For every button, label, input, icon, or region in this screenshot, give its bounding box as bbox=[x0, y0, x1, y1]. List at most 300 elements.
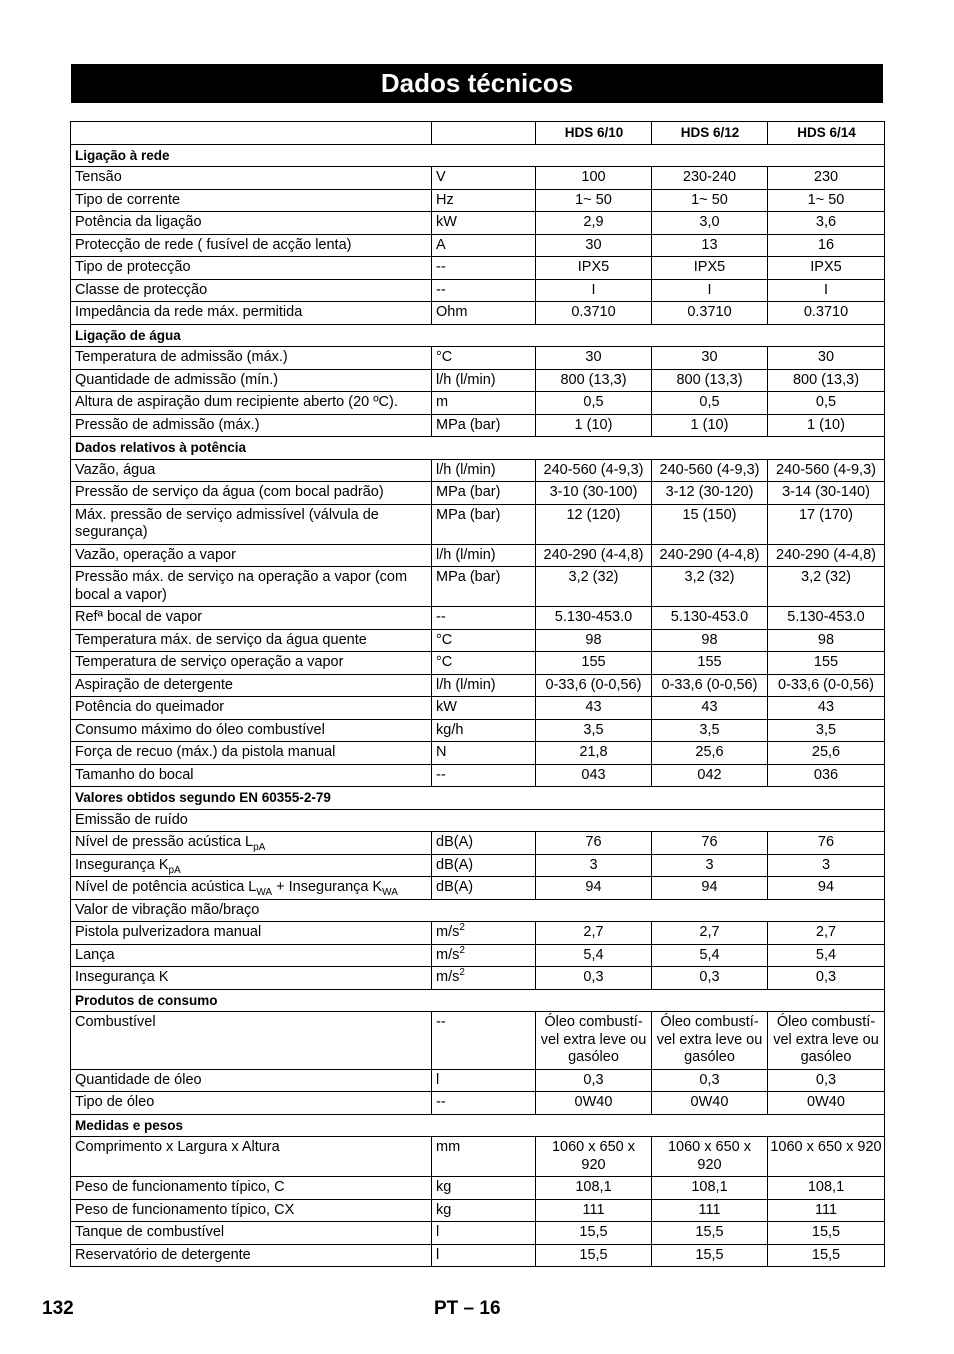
row-value-3: 3 bbox=[768, 854, 885, 877]
row-label: Peso de funcionamento típico, CX bbox=[75, 1201, 295, 1218]
header-unit-cell bbox=[432, 122, 536, 145]
row-label: Pressão máx. de serviço na operação a vapor (com bocal a vapor) bbox=[75, 569, 408, 603]
row-label-cell bbox=[71, 719, 432, 742]
row-label: Refª bocal de vapor bbox=[75, 609, 203, 625]
row-value-1: 0,3 bbox=[536, 967, 652, 990]
row-label: Vazão, água bbox=[75, 461, 156, 478]
row-label: Potência da ligação bbox=[75, 214, 202, 230]
row-label: Consumo máximo do óleo combustível bbox=[75, 721, 325, 738]
row-value-3: Óleo combustí-vel extra leve ou gasóleo bbox=[768, 1012, 885, 1070]
row-value-3: 800 (13,3) bbox=[768, 369, 885, 392]
row-label-cell bbox=[71, 832, 432, 855]
row-unit: m/s bbox=[436, 969, 460, 985]
row-unit: MPa (bar) bbox=[436, 569, 501, 585]
row-unit-cell bbox=[432, 967, 536, 990]
row-unit-cell bbox=[432, 674, 536, 697]
section-label: Ligação de água bbox=[71, 324, 885, 347]
row-label: Altura de aspiração dum recipiente aberto (20 ºC). bbox=[75, 394, 398, 410]
row-value-1: IPX5 bbox=[536, 257, 652, 280]
row-value-1: 3-10 (30-100) bbox=[536, 482, 652, 505]
table-row bbox=[71, 967, 885, 990]
row-label-cell bbox=[71, 697, 432, 720]
table-row bbox=[71, 414, 885, 437]
row-value-1: 0-33,6 (0-0,56) bbox=[536, 674, 652, 697]
row-value-1: 2,7 bbox=[536, 922, 652, 945]
table-row bbox=[71, 189, 885, 212]
row-label-cell bbox=[71, 1092, 432, 1115]
row-unit-cell bbox=[432, 719, 536, 742]
row-value-1: 043 bbox=[536, 764, 652, 787]
row-value-3: 17 (170) bbox=[768, 504, 885, 544]
row-unit: kW bbox=[436, 214, 457, 230]
table-row bbox=[71, 1222, 885, 1245]
subheading-label: Emissão de ruído bbox=[71, 809, 885, 832]
row-value-2: 3,2 (32) bbox=[652, 567, 768, 607]
row-value-2: 3-12 (30-120) bbox=[652, 482, 768, 505]
row-label-cell bbox=[71, 764, 432, 787]
row-unit-cell bbox=[432, 922, 536, 945]
table-row bbox=[71, 234, 885, 257]
row-label: Insegurança K bbox=[75, 969, 169, 985]
row-value-3: 0,5 bbox=[768, 392, 885, 415]
section-label: Dados relativos à potência bbox=[71, 437, 885, 460]
table-row bbox=[71, 877, 885, 900]
row-value-1: 800 (13,3) bbox=[536, 369, 652, 392]
row-label: Pressão de admissão (máx.) bbox=[75, 416, 260, 433]
row-unit-cell bbox=[432, 544, 536, 567]
row-value-1: 108,1 bbox=[536, 1177, 652, 1200]
row-unit-cell bbox=[432, 414, 536, 437]
row-value-3: I bbox=[768, 279, 885, 302]
row-value-3: 98 bbox=[768, 629, 885, 652]
row-label-cell bbox=[71, 567, 432, 607]
row-label: Quantidade de óleo bbox=[75, 1071, 202, 1088]
row-label-cell bbox=[71, 742, 432, 765]
table-row bbox=[71, 279, 885, 302]
row-value-3: 0,3 bbox=[768, 1069, 885, 1092]
row-unit-cell bbox=[432, 764, 536, 787]
row-label-cell bbox=[71, 504, 432, 544]
row-label-cell bbox=[71, 482, 432, 505]
row-unit-cell bbox=[432, 392, 536, 415]
row-value-1: 0,5 bbox=[536, 392, 652, 415]
row-value-1: 240-560 (4-9,3) bbox=[536, 459, 652, 482]
row-value-2: 108,1 bbox=[652, 1177, 768, 1200]
row-value-1: 5.130-453.0 bbox=[536, 607, 652, 630]
row-value-2: 0,5 bbox=[652, 392, 768, 415]
row-unit-cell bbox=[432, 234, 536, 257]
row-label-cell bbox=[71, 1069, 432, 1092]
row-unit-superscript: 2 bbox=[459, 922, 465, 934]
row-unit: l/h (l/min) bbox=[436, 461, 496, 478]
row-value-1: 1 (10) bbox=[536, 414, 652, 437]
row-label-cell bbox=[71, 674, 432, 697]
row-value-2: 13 bbox=[652, 234, 768, 257]
row-value-1: 1~ 50 bbox=[536, 189, 652, 212]
row-value-3: 30 bbox=[768, 347, 885, 370]
row-unit-cell bbox=[432, 742, 536, 765]
row-label-cell bbox=[71, 459, 432, 482]
row-value-2: Óleo combustí-vel extra leve ou gasóleo bbox=[652, 1012, 768, 1070]
row-unit: l bbox=[436, 1224, 440, 1240]
row-value-2: 800 (13,3) bbox=[652, 369, 768, 392]
section-row bbox=[71, 437, 885, 460]
row-unit-cell bbox=[432, 482, 536, 505]
table-row bbox=[71, 1069, 885, 1092]
subheading-row bbox=[71, 809, 885, 832]
row-label-subscript: WA bbox=[256, 886, 273, 898]
row-unit-cell bbox=[432, 854, 536, 877]
table-row bbox=[71, 459, 885, 482]
row-unit: dB(A) bbox=[436, 834, 474, 850]
row-label-subscript: pA bbox=[168, 864, 181, 876]
row-value-3: 5,4 bbox=[768, 944, 885, 967]
row-value-3: 25,6 bbox=[768, 742, 885, 765]
row-unit-cell bbox=[432, 607, 536, 630]
row-unit-cell bbox=[432, 347, 536, 370]
row-label-cell bbox=[71, 212, 432, 235]
row-label: Tipo de óleo bbox=[75, 1094, 155, 1110]
row-label: Nível de pressão acústica L bbox=[75, 834, 254, 850]
row-unit: kg/h bbox=[436, 721, 464, 738]
row-label-cell bbox=[71, 1137, 432, 1177]
table-row bbox=[71, 1244, 885, 1267]
row-value-3: 0-33,6 (0-0,56) bbox=[768, 674, 885, 697]
row-unit-cell bbox=[432, 459, 536, 482]
row-label: Tipo de protecção bbox=[75, 259, 191, 275]
row-value-2: 43 bbox=[652, 697, 768, 720]
footer-section-label: PT – 16 bbox=[434, 1298, 501, 1319]
row-label-cell bbox=[71, 189, 432, 212]
row-value-2: 1060 x 650 x 920 bbox=[652, 1137, 768, 1177]
table-row bbox=[71, 1137, 885, 1177]
row-value-3: 240-560 (4-9,3) bbox=[768, 459, 885, 482]
row-unit-cell bbox=[432, 1012, 536, 1070]
row-value-2: 15 (150) bbox=[652, 504, 768, 544]
row-value-1: 111 bbox=[536, 1199, 652, 1222]
row-value-2: 2,7 bbox=[652, 922, 768, 945]
row-label-cell bbox=[71, 234, 432, 257]
row-value-3: 0.3710 bbox=[768, 302, 885, 325]
row-value-3: 3,2 (32) bbox=[768, 567, 885, 607]
table-row bbox=[71, 719, 885, 742]
row-value-2: 98 bbox=[652, 629, 768, 652]
row-value-3: 036 bbox=[768, 764, 885, 787]
row-value-2: 15,5 bbox=[652, 1222, 768, 1245]
row-unit: -- bbox=[436, 281, 446, 298]
row-unit: -- bbox=[436, 766, 446, 783]
row-value-1: 3 bbox=[536, 854, 652, 877]
row-unit: °C bbox=[436, 631, 453, 648]
table-row bbox=[71, 629, 885, 652]
row-label: Máx. pressão de serviço admissível (válvula de segurança) bbox=[75, 506, 379, 540]
row-value-3: 240-290 (4-4,8) bbox=[768, 544, 885, 567]
row-unit: -- bbox=[436, 1094, 446, 1110]
row-value-3: IPX5 bbox=[768, 257, 885, 280]
row-label: Temperatura de serviço operação a vapor bbox=[75, 654, 344, 670]
table-row bbox=[71, 652, 885, 675]
row-label: Tensão bbox=[75, 169, 122, 185]
row-value-1: 98 bbox=[536, 629, 652, 652]
row-label-cell bbox=[71, 1199, 432, 1222]
row-label: Lança bbox=[75, 946, 115, 963]
row-label-cell bbox=[71, 1012, 432, 1070]
row-label-cell bbox=[71, 544, 432, 567]
row-label-cell bbox=[71, 652, 432, 675]
row-unit-cell bbox=[432, 1069, 536, 1092]
row-value-2: 155 bbox=[652, 652, 768, 675]
section-row bbox=[71, 144, 885, 167]
row-unit: m/s bbox=[436, 946, 460, 963]
table-row bbox=[71, 544, 885, 567]
row-label-cell bbox=[71, 392, 432, 415]
table-row bbox=[71, 1012, 885, 1070]
row-value-1: 76 bbox=[536, 832, 652, 855]
row-unit-cell bbox=[432, 1222, 536, 1245]
row-value-1: 0,3 bbox=[536, 1069, 652, 1092]
row-value-2: 5,4 bbox=[652, 944, 768, 967]
row-label: Aspiração de detergente bbox=[75, 676, 233, 693]
row-value-1: 30 bbox=[536, 347, 652, 370]
row-value-1: 240-290 (4-4,8) bbox=[536, 544, 652, 567]
row-value-3: 155 bbox=[768, 652, 885, 675]
row-value-1: 12 (120) bbox=[536, 504, 652, 544]
row-label: Pistola pulverizadora manual bbox=[75, 924, 262, 940]
row-value-1: 2,9 bbox=[536, 212, 652, 235]
row-label-cell bbox=[71, 347, 432, 370]
row-value-3: 0,3 bbox=[768, 967, 885, 990]
row-value-1: 3,5 bbox=[536, 719, 652, 742]
row-label: Força de recuo (máx.) da pistola manual bbox=[75, 744, 336, 760]
row-value-2: 1 (10) bbox=[652, 414, 768, 437]
technical-data-table bbox=[70, 121, 885, 1267]
table-row bbox=[71, 607, 885, 630]
row-value-2: 15,5 bbox=[652, 1244, 768, 1267]
row-label: Peso de funcionamento típico, C bbox=[75, 1179, 285, 1195]
row-unit: l bbox=[436, 1071, 440, 1088]
subheading-label: Valor de vibração mão/braço bbox=[71, 899, 885, 922]
section-row bbox=[71, 324, 885, 347]
row-value-2: 30 bbox=[652, 347, 768, 370]
row-unit-cell bbox=[432, 504, 536, 544]
row-value-3: 76 bbox=[768, 832, 885, 855]
row-value-2: 3,0 bbox=[652, 212, 768, 235]
page-title-text: Dados técnicos bbox=[380, 68, 574, 98]
row-unit: Ohm bbox=[436, 304, 468, 320]
table-header-row bbox=[71, 122, 885, 145]
row-label: Tamanho do bocal bbox=[75, 766, 194, 783]
section-row bbox=[71, 1114, 885, 1137]
row-label-cell bbox=[71, 944, 432, 967]
section-label: Produtos de consumo bbox=[71, 989, 885, 1012]
row-label: Potência do queimador bbox=[75, 699, 225, 715]
row-value-1: 15,5 bbox=[536, 1222, 652, 1245]
row-unit: kW bbox=[436, 699, 457, 715]
row-value-1: 94 bbox=[536, 877, 652, 900]
section-label: Medidas e pesos bbox=[71, 1114, 885, 1137]
row-label-cell bbox=[71, 279, 432, 302]
row-unit: kg bbox=[436, 1201, 452, 1218]
row-unit: MPa (bar) bbox=[436, 416, 501, 433]
row-value-3: 94 bbox=[768, 877, 885, 900]
row-value-2: 0.3710 bbox=[652, 302, 768, 325]
row-label: Pressão de serviço da água (com bocal padrão) bbox=[75, 484, 384, 500]
page-title bbox=[71, 64, 883, 103]
row-unit: kg bbox=[436, 1179, 452, 1195]
row-value-3: 16 bbox=[768, 234, 885, 257]
table-row bbox=[71, 302, 885, 325]
row-value-2: 3 bbox=[652, 854, 768, 877]
table-row bbox=[71, 257, 885, 280]
row-label: Tipo de corrente bbox=[75, 191, 181, 208]
row-label-cell bbox=[71, 1244, 432, 1267]
row-value-3: 43 bbox=[768, 697, 885, 720]
table-row bbox=[71, 369, 885, 392]
row-unit: l/h (l/min) bbox=[436, 371, 496, 388]
row-label-subscript: pA bbox=[253, 841, 266, 853]
table-row bbox=[71, 1092, 885, 1115]
row-value-1: 0W40 bbox=[536, 1092, 652, 1115]
row-label-subscript: WA bbox=[382, 886, 398, 898]
row-value-3: 1~ 50 bbox=[768, 189, 885, 212]
row-unit: °C bbox=[436, 349, 453, 365]
table-row bbox=[71, 697, 885, 720]
row-label-cell bbox=[71, 854, 432, 877]
row-value-3: 111 bbox=[768, 1199, 885, 1222]
row-value-1: 100 bbox=[536, 167, 652, 190]
section-label: Valores obtidos segundo EN 60355-2-79 bbox=[71, 787, 885, 810]
row-value-3: 15,5 bbox=[768, 1222, 885, 1245]
row-label-cell bbox=[71, 607, 432, 630]
row-value-2: 240-290 (4-4,8) bbox=[652, 544, 768, 567]
table-row bbox=[71, 944, 885, 967]
row-value-2: 5.130-453.0 bbox=[652, 607, 768, 630]
row-unit-cell bbox=[432, 189, 536, 212]
row-unit: V bbox=[436, 169, 446, 185]
table-row bbox=[71, 922, 885, 945]
section-label: Ligação à rede bbox=[71, 144, 885, 167]
row-label-cell bbox=[71, 167, 432, 190]
row-unit: Hz bbox=[436, 191, 454, 208]
row-value-1: 43 bbox=[536, 697, 652, 720]
footer-page-number: 132 bbox=[42, 1298, 74, 1319]
row-label: Quantidade de admissão (mín.) bbox=[75, 371, 279, 388]
row-unit: MPa (bar) bbox=[436, 484, 501, 500]
row-unit-cell bbox=[432, 257, 536, 280]
row-value-2: 94 bbox=[652, 877, 768, 900]
subheading-row bbox=[71, 899, 885, 922]
table-row bbox=[71, 504, 885, 544]
row-value-1: 5,4 bbox=[536, 944, 652, 967]
row-unit: A bbox=[436, 236, 446, 253]
row-value-3: 0W40 bbox=[768, 1092, 885, 1115]
row-unit-cell bbox=[432, 1199, 536, 1222]
row-unit: l/h (l/min) bbox=[436, 676, 496, 693]
row-value-2: 1~ 50 bbox=[652, 189, 768, 212]
row-unit-cell bbox=[432, 212, 536, 235]
row-label: Insegurança K bbox=[75, 856, 169, 873]
table-row bbox=[71, 674, 885, 697]
row-unit: -- bbox=[436, 259, 446, 275]
row-value-2: 230-240 bbox=[652, 167, 768, 190]
row-value-3: 1 (10) bbox=[768, 414, 885, 437]
row-value-3: 1060 x 650 x 920 bbox=[768, 1137, 885, 1177]
row-unit-cell bbox=[432, 1244, 536, 1267]
row-value-3: 108,1 bbox=[768, 1177, 885, 1200]
row-unit-cell bbox=[432, 944, 536, 967]
header-model-3: HDS 6/14 bbox=[768, 122, 885, 145]
row-label: Tanque de combustível bbox=[75, 1224, 225, 1240]
row-value-1: 0.3710 bbox=[536, 302, 652, 325]
table-row bbox=[71, 392, 885, 415]
row-label-continued: + Insegurança K bbox=[272, 879, 383, 895]
row-value-1: 1060 x 650 x 920 bbox=[536, 1137, 652, 1177]
section-row bbox=[71, 989, 885, 1012]
table-row bbox=[71, 832, 885, 855]
row-value-3: 2,7 bbox=[768, 922, 885, 945]
row-value-2: 0,3 bbox=[652, 967, 768, 990]
row-value-1: 155 bbox=[536, 652, 652, 675]
row-unit: mm bbox=[436, 1139, 461, 1155]
row-unit-cell bbox=[432, 629, 536, 652]
table-row bbox=[71, 167, 885, 190]
table-row bbox=[71, 742, 885, 765]
row-label: Classe de protecção bbox=[75, 281, 208, 298]
row-value-2: 111 bbox=[652, 1199, 768, 1222]
row-value-1: 15,5 bbox=[536, 1244, 652, 1267]
row-value-3: 5.130-453.0 bbox=[768, 607, 885, 630]
row-value-2: 0-33,6 (0-0,56) bbox=[652, 674, 768, 697]
row-value-3: 3,5 bbox=[768, 719, 885, 742]
row-value-3: 15,5 bbox=[768, 1244, 885, 1267]
row-unit-cell bbox=[432, 877, 536, 900]
row-label: Combustível bbox=[75, 1014, 156, 1030]
row-value-1: 3,2 (32) bbox=[536, 567, 652, 607]
row-label: Nível de potência acústica L bbox=[75, 879, 257, 895]
row-unit-cell bbox=[432, 1137, 536, 1177]
row-value-1: I bbox=[536, 279, 652, 302]
row-value-2: 25,6 bbox=[652, 742, 768, 765]
table-row bbox=[71, 1177, 885, 1200]
row-unit-superscript: 2 bbox=[459, 967, 465, 979]
row-unit: l/h (l/min) bbox=[436, 546, 496, 563]
row-unit: l bbox=[436, 1246, 440, 1263]
row-label-cell bbox=[71, 877, 432, 900]
row-unit-superscript: 2 bbox=[459, 944, 465, 956]
row-label-cell bbox=[71, 257, 432, 280]
row-value-3: 230 bbox=[768, 167, 885, 190]
row-label: Temperatura máx. de serviço da água quente bbox=[75, 631, 367, 648]
header-model-1: HDS 6/10 bbox=[536, 122, 652, 145]
row-value-2: 76 bbox=[652, 832, 768, 855]
header-label-cell bbox=[71, 122, 432, 145]
table-row bbox=[71, 764, 885, 787]
row-unit-cell bbox=[432, 369, 536, 392]
technical-data-body bbox=[71, 122, 885, 1267]
row-label: Vazão, operação a vapor bbox=[75, 546, 236, 563]
row-label: Reservatório de detergente bbox=[75, 1246, 251, 1263]
row-value-2: 3,5 bbox=[652, 719, 768, 742]
header-model-2: HDS 6/12 bbox=[652, 122, 768, 145]
row-unit: N bbox=[436, 744, 447, 760]
row-unit: dB(A) bbox=[436, 856, 474, 873]
row-label-cell bbox=[71, 1222, 432, 1245]
table-row bbox=[71, 854, 885, 877]
row-label: Temperatura de admissão (máx.) bbox=[75, 349, 288, 365]
row-unit-cell bbox=[432, 832, 536, 855]
row-label-cell bbox=[71, 369, 432, 392]
row-value-2: 0,3 bbox=[652, 1069, 768, 1092]
